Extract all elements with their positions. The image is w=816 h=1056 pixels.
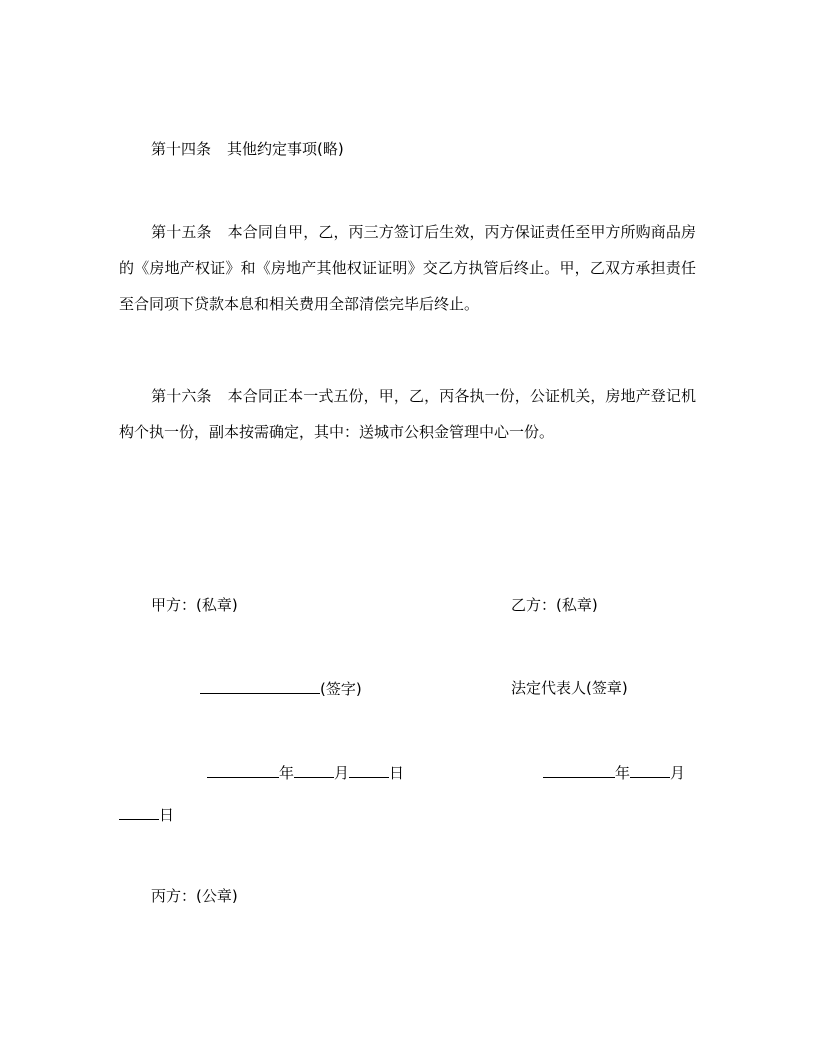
year-label: 年	[279, 764, 295, 782]
article-16-text: 本合同正本一式五份，甲，乙，丙各执一份，公证机关，房地产登记机构个执一份，副本按需确定，其中：送城市公积金管理中心一份。	[119, 387, 696, 441]
article-16	[119, 378, 696, 450]
signature-blank[interactable]	[200, 678, 320, 694]
day-blank-b[interactable]	[119, 804, 159, 820]
month-blank[interactable]	[294, 762, 334, 778]
article-16-label: 第十六条	[151, 387, 212, 405]
day-blank[interactable]	[349, 762, 389, 778]
date-line-party-b	[543, 762, 685, 783]
date-line-party-b-day	[119, 804, 174, 825]
legal-representative: 法定代表人(签章)	[511, 679, 628, 697]
article-14	[151, 139, 344, 159]
article-15-label: 第十五条	[151, 223, 212, 241]
article-14-text: 其他约定事项(略)	[227, 140, 344, 158]
date-line-party-a	[207, 762, 404, 783]
month-blank-b[interactable]	[630, 762, 670, 778]
signature-line	[200, 678, 362, 699]
day-label-b: 日	[159, 806, 175, 824]
month-label: 月	[334, 764, 350, 782]
year-label-b: 年	[615, 764, 631, 782]
year-blank-b[interactable]	[543, 762, 615, 778]
party-a-seal: 甲方：(私章)	[151, 596, 238, 614]
day-label: 日	[389, 764, 405, 782]
party-c-seal: 丙方：(公章)	[151, 887, 238, 905]
month-label-b: 月	[670, 764, 686, 782]
signature-note: (签字)	[320, 680, 362, 698]
article-15-text: 本合同自甲，乙，丙三方签订后生效，丙方保证责任至甲方所购商品房的《房地产权证》和《房地产其他权证证明》交乙方执管后终止。甲，乙双方承担责任至合同项下贷款本息和相关费用全部清偿完毕后终止。	[119, 223, 696, 313]
party-b-seal: 乙方：(私章)	[511, 596, 598, 614]
article-14-label: 第十四条	[151, 140, 212, 158]
year-blank[interactable]	[207, 762, 279, 778]
article-15	[119, 214, 696, 322]
